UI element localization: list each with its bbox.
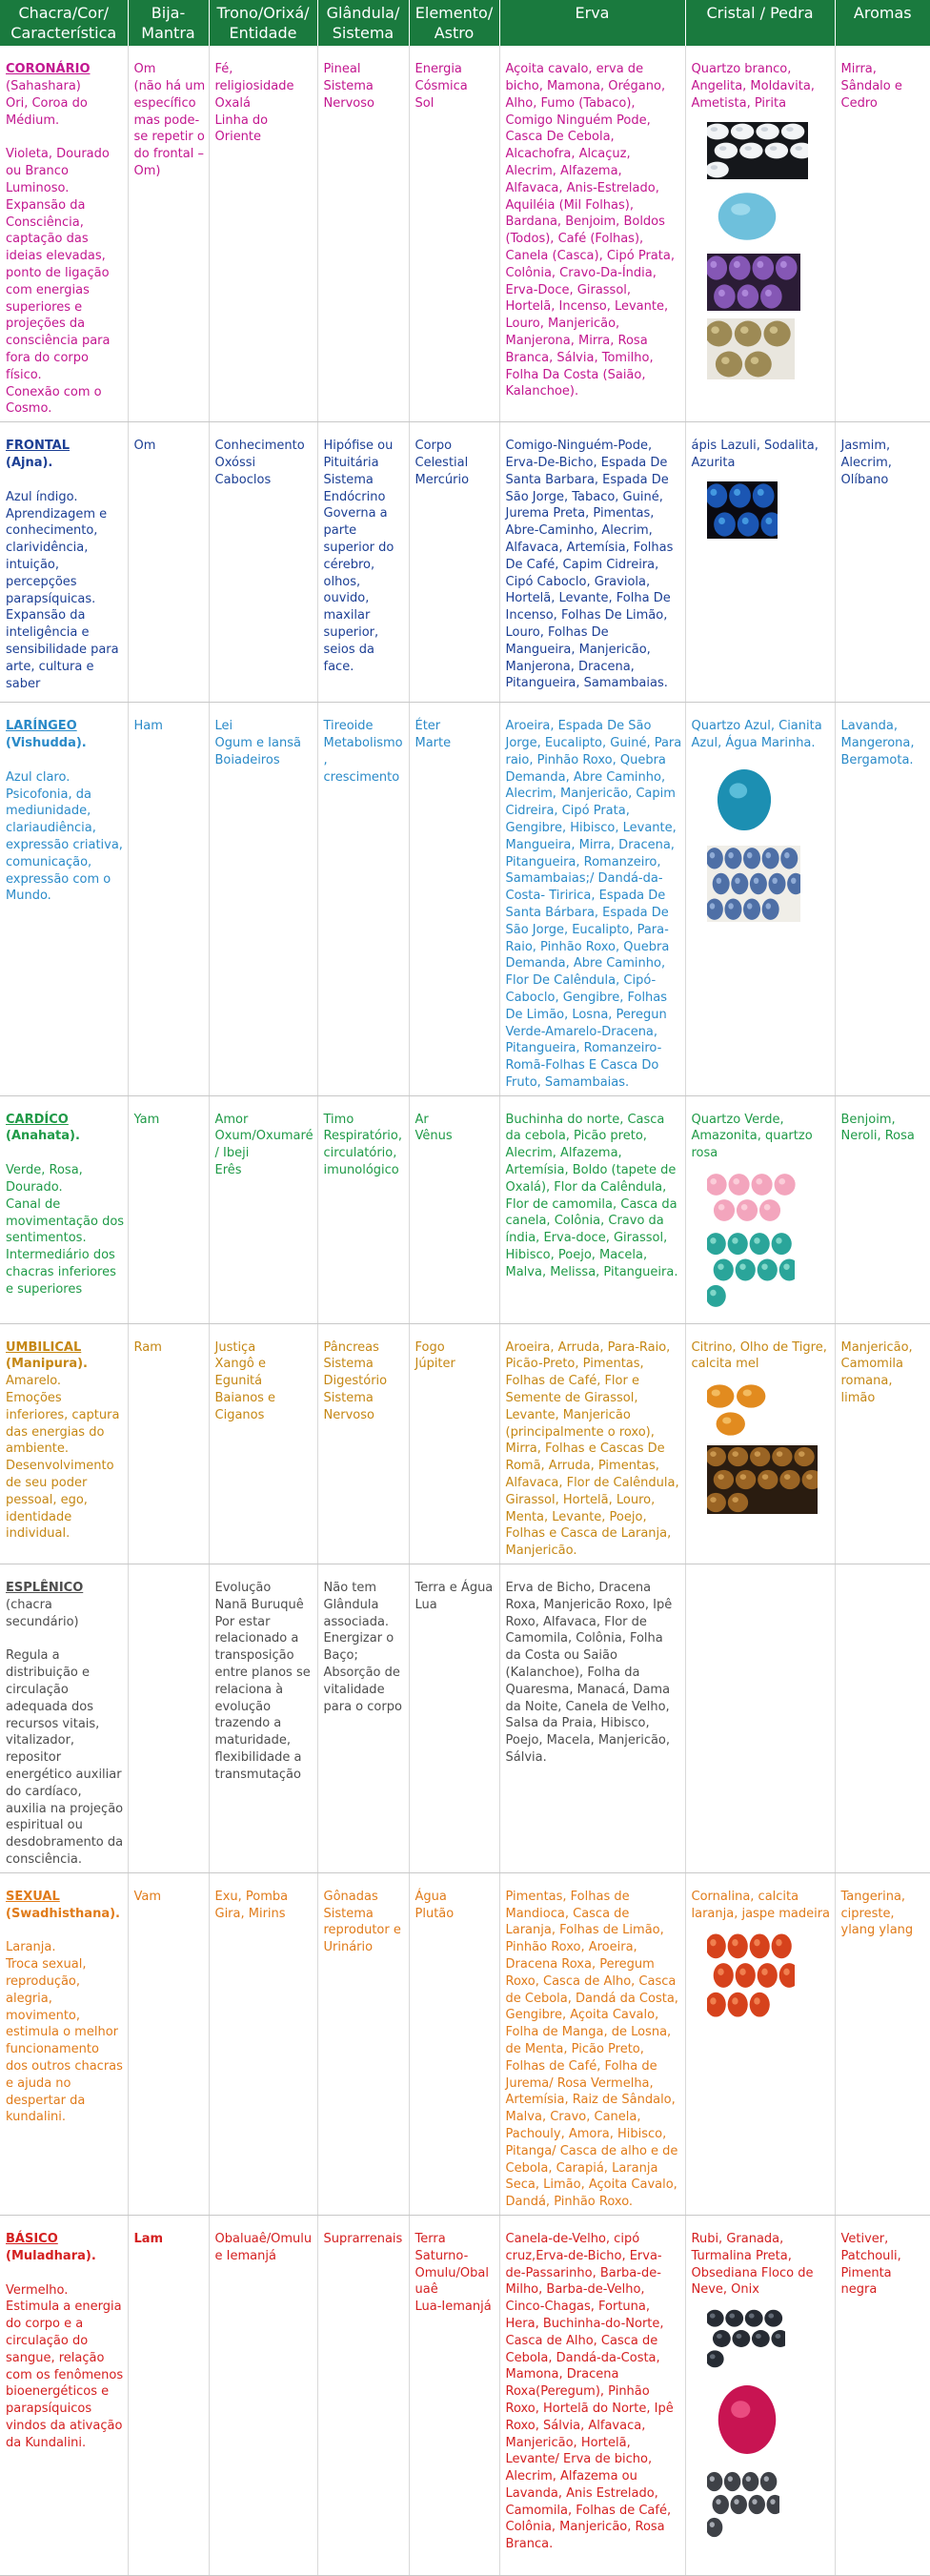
trono-line: Oxum/Oxumaré/ Ibeji (214, 1129, 313, 1161)
carnelian-photo (707, 1932, 795, 2019)
cell-chacra (0, 703, 128, 1096)
chacra-line: Expansão da inteligência e sensibilidade para arte, cultura e saber (6, 608, 119, 691)
mantra-line: Lam (133, 2231, 164, 2246)
cell-erva (499, 46, 685, 421)
cell-erva (499, 422, 685, 703)
spacer (6, 752, 125, 769)
cell-mantra (128, 1872, 209, 2215)
aromas-text: Mirra, Sândalo e Cedro (840, 62, 902, 111)
chacra-name: LARÍNGEO (6, 719, 77, 734)
elemento-line: Terra Saturno-Omulu/Obaluaê (414, 2231, 489, 2298)
cell-erva (499, 1872, 685, 2215)
stone-photos (692, 122, 832, 379)
cell-chacra (0, 1323, 128, 1564)
spacer (6, 1630, 125, 1647)
lapis-lazuli-photo (707, 481, 778, 539)
table-body (0, 46, 930, 2575)
trono-line: Xangô e Egunitá (214, 1357, 266, 1389)
header-trono: Trono/Orixá/ Entidade (209, 0, 317, 46)
cell-glandula (317, 46, 409, 421)
erva-text: Aroeira, Espada De São Jorge, Eucalipto, Guiné, Para raio, Pinhão Roxo, Quebra Demanda, Abre Caminho, Alecrim, Manjericão, Capim Cidreira, Cipó Prata, Gengibre, Hibisco, Levante, Mangueira, Mirra, Dracena, Pitangueira, Romanzeiro, Samambaias;/ Dandá-da-Costa- Tiririca, Espada De Santa Bárbara, Espada De São Jorge, Eucalipto, Para-Raio, Pinhão Roxo, Quebra Demanda, Abre Caminho, Flor De Calêndula, Cipó-Caboclo, Gengibre, Folhas De Limão, Losna, Peregun Verde-Amarelo-Dracena, Pitangueira, Romanzeiro- Romã-Folhas E Casca Do Fruto, Samambaias. (505, 719, 682, 1090)
stone-photos (692, 481, 832, 539)
cristal-text: Rubi, Granada, Turmalina Preta, Obsediana Floco de Neve, Onix (691, 2231, 814, 2298)
cell-aromas (835, 2215, 930, 2575)
row-cardiaco (0, 1095, 930, 1323)
header-cristal: Cristal / Pedra (685, 0, 835, 46)
cell-chacra (0, 1095, 128, 1323)
mantra-line: Yam (133, 1112, 160, 1127)
cell-chacra (0, 2215, 128, 2575)
chacra-line: (Sahashara) (6, 79, 81, 94)
elemento-line: Fogo (414, 1339, 445, 1355)
glandula-line: Metabolismo, crescimento (323, 735, 403, 785)
cell-cristal (685, 703, 835, 1096)
aromas-text: Benjoim, Neroli, Rosa (840, 1112, 915, 1144)
elemento-line: Energia Cósmica (414, 62, 468, 94)
cell-trono (209, 1564, 317, 1873)
trono-line: Evolução (214, 1581, 272, 1596)
erva-text: Aroeira, Arruda, Para-Raio, Picão-Preto, Pimentas, Folhas de Café, Flor e Semente de Girassol, Levante, Manjericão (principalmente o roxo), Mirra, Folhas e Cascas De Romã, Arruda, Pimentas, Alfavaca, Flor de Calêndula, Girassol, Hortelã, Louro, Menta, Levante, Poejo, Folhas e Casca de Laranja, Manjericão. (505, 1339, 679, 1559)
cell-trono (209, 1323, 317, 1564)
trono-line: Amor (214, 1112, 249, 1127)
chacra-name: CARDÍCO (6, 1112, 69, 1127)
chacra-line: (Swadhisthana). (6, 1906, 120, 1921)
cell-mantra (128, 422, 209, 703)
ruby-photo (707, 2377, 787, 2463)
chacra-line: Intermediário dos chacras inferiores e superiores (6, 1248, 116, 1297)
cell-elemento (409, 1872, 499, 2215)
header-mantra: Bija- Mantra (128, 0, 209, 46)
cell-aromas (835, 1323, 930, 1564)
cell-cristal (685, 1323, 835, 1564)
glandula-line: Hipófise ou Pituitária (323, 439, 394, 470)
snowflake-obsidian-photo (707, 2470, 779, 2539)
cell-erva (499, 2215, 685, 2575)
header-row (0, 0, 930, 46)
cell-trono (209, 2215, 317, 2575)
chacra-name: BÁSICO (6, 2231, 58, 2246)
glandula-line: Timo (323, 1112, 354, 1127)
aromas-text: Tangerina, cipreste, ylang ylang (840, 1889, 914, 1938)
elemento-line: Terra e Água (414, 1581, 494, 1596)
chacra-line: Emoções inferiores, captura das energias do ambiente. (6, 1391, 120, 1457)
chacra-name: SEXUAL (6, 1889, 60, 1904)
cristal-text: Citrino, Olho de Tigre, calcita mel (691, 1339, 827, 1372)
cell-glandula (317, 703, 409, 1096)
cell-elemento (409, 1095, 499, 1323)
cell-glandula (317, 1564, 409, 1873)
chacra-line: Psicofonia, da mediunidade, clariaudiência, expressão criativa, comunicação, expressão com o Mundo. (6, 787, 123, 904)
chacra-line: Azul índigo. (6, 489, 78, 504)
mantra-line: (não há um específico mas pode-se repetir o do frontal – Om) (133, 79, 206, 178)
elemento-line: Plutão (414, 1906, 455, 1921)
cell-mantra (128, 703, 209, 1096)
cell-mantra (128, 1095, 209, 1323)
erva-text: Canela-de-Velho, cipó cruz,Erva-de-Bicho, Erva-de-Passarinho, Barba-de-Milho, Barba-de-Velho, Cinco-Chagas, Fortuna, Hera, Buchinha-do-Norte, Casca de Alho, Casca de Cebola, Dandá-da-Costa, Mamona, Dracena Roxa(Peregum), Pinhão Roxo, Hortelã do Norte, Ipê Roxo, Sálvia, Alfavaca, Manjericão, Hortelã, Levante/ Erva de bicho, Alecrim, Alfazema ou Lavanda, Anis Estrelado, Camomila, Folhas de Café, Colônia, Manjericão, Rosa Branca. (505, 2231, 674, 2552)
mantra-line: Ram (133, 1339, 162, 1355)
cell-elemento (409, 46, 499, 421)
stone-photos (692, 1932, 832, 2019)
row-umbilical (0, 1323, 930, 1564)
chacra-name: ESPLÊNICO (6, 1581, 84, 1596)
trono-line: Linha do Oriente (214, 112, 269, 145)
glandula-line: Sistema Endócrino (323, 472, 386, 504)
cell-mantra (128, 46, 209, 421)
cell-aromas (835, 703, 930, 1096)
chacra-line: (Vishudda). (6, 735, 87, 750)
cristal-text: Quartzo Verde, Amazonita, quartzo rosa (691, 1112, 813, 1161)
black-tourmaline-photo (707, 2308, 785, 2369)
spacer (6, 472, 125, 489)
chacra-name: UMBILICAL (6, 1339, 82, 1355)
elemento-line: Júpiter (414, 1357, 455, 1372)
spacer (6, 1145, 125, 1162)
cell-aromas (835, 46, 930, 421)
row-laringeo (0, 703, 930, 1096)
stone-photos (692, 1382, 832, 1514)
cell-aromas (835, 1095, 930, 1323)
elemento-line: Sol (414, 95, 435, 111)
amethyst-photo (707, 254, 800, 311)
cell-mantra (128, 2215, 209, 2575)
cell-erva (499, 1095, 685, 1323)
cell-glandula (317, 1872, 409, 2215)
trono-line: Boiadeiros (214, 752, 280, 767)
amazonite-photo (707, 1231, 795, 1309)
spacer (6, 1922, 125, 1939)
chacra-name: FRONTAL (6, 439, 71, 454)
cell-aromas (835, 422, 930, 703)
cristal-text: Quartzo Azul, Cianita Azul, Água Marinha. (691, 719, 822, 750)
row-frontal (0, 422, 930, 703)
cell-trono (209, 1095, 317, 1323)
cristal-text: ápis Lazuli, Sodalita, Azurita (691, 439, 819, 470)
cell-erva (499, 1323, 685, 1564)
trono-line: Justiça (214, 1339, 256, 1355)
row-basico (0, 2215, 930, 2575)
cell-cristal (685, 1095, 835, 1323)
elemento-line: Lua-Iemanjá (414, 2300, 492, 2315)
chacra-line: Conexão com o Cosmo. (6, 384, 102, 417)
header-chacra: Chacra/Cor/ Característica (0, 0, 128, 46)
aromas-text: Manjericão, Camomila romana, limão (840, 1339, 913, 1406)
chacra-line: Violeta, Dourado ou Branco Luminoso. (6, 147, 110, 195)
cristal-text: Quartzo branco, Angelita, Moldavita, Ametista, Pirita (691, 62, 815, 111)
white-quartz-photo (707, 122, 808, 179)
elemento-line: Ar (414, 1112, 429, 1127)
spacer (6, 129, 125, 146)
chacra-line: (Ajna). (6, 455, 53, 470)
glandula-line: Pâncreas (323, 1339, 379, 1355)
cell-chacra (0, 1872, 128, 2215)
trono-line: Ogum e Iansã (214, 735, 301, 750)
pyrite-photo (707, 318, 795, 379)
cell-elemento (409, 1564, 499, 1873)
trono-line: Conhecimento (214, 439, 305, 454)
kyanite-photo (707, 846, 800, 922)
tigers-eye-photo (707, 1445, 818, 1514)
chacra-name: CORONÁRIO (6, 62, 91, 77)
trono-line: Erês (214, 1163, 242, 1178)
glandula-line: Sistema Nervoso (323, 1391, 374, 1422)
cell-mantra (128, 1564, 209, 1873)
aromas-text: Lavanda, Mangerona, Bergamota. (840, 719, 915, 767)
cristal-text: Cornalina, calcita laranja, jaspe madeira (691, 1889, 831, 1921)
header-elemento: Elemento/ Astro (409, 0, 499, 46)
cell-chacra (0, 1564, 128, 1873)
cell-cristal (685, 1564, 835, 1873)
cell-cristal (685, 2215, 835, 2575)
chacra-line: Expansão da Consciência, captação das ideias elevadas, ponto de ligação com energias superiores e projeções da consciência para fora do corpo físico. (6, 197, 111, 382)
cell-cristal (685, 1872, 835, 2215)
header-erva: Erva (499, 0, 685, 46)
cell-glandula (317, 422, 409, 703)
chacra-line: (Anahata). (6, 1129, 80, 1144)
cell-trono (209, 703, 317, 1096)
row-sexual (0, 1872, 930, 2215)
trono-line: Lei (214, 719, 233, 734)
aromas-text: Vetiver, Patchouli, Pimenta negra (840, 2231, 901, 2298)
glandula-line: Respiratório, circulatório, imunológico (323, 1129, 402, 1178)
chacra-line: Regula a distribuição e circulação adequada dos recursos vitais, vitalizador, repositor energético auxiliar do cardíaco, auxilia na projeção espiritual ou desdobramento da consciência. (6, 1648, 124, 1867)
cell-glandula (317, 1095, 409, 1323)
cell-erva (499, 1564, 685, 1873)
erva-text: Comigo-Ninguém-Pode, Erva-De-Bicho, Espada De Santa Barbara, Espada De São Jorge, Tabaco, Guiné, Jurema Preta, Pimentas, Abre-Caminho, Alecrim, Alfavaca, Artemísia, Folhas De Café, Capim Cidreira, Cipó Caboclo, Graviola, Hortelã, Levante, Folha De Incenso, Folhas De Limão, Louro, Folhas De Mangueira, Manjericão, Manjerona, Dracena, Pitangueira, Samambaias. (505, 439, 674, 691)
chacra-line: Canal de movimentação dos sentimentos. (6, 1196, 125, 1246)
chacra-line: Estimula a energia do corpo e a circulação do sangue, relação com os fenômenos bioenergéticos e parapsíquicos vindos da ativação da Kundalini. (6, 2300, 124, 2450)
cell-elemento (409, 1323, 499, 1564)
glandula-line: Tireoide (323, 719, 374, 734)
row-esplenico (0, 1564, 930, 1873)
cell-elemento (409, 422, 499, 703)
glandula-line: Não tem Glândula associada. (323, 1581, 390, 1629)
stone-photos (692, 2308, 832, 2539)
mantra-line: Om (133, 62, 156, 77)
cell-glandula (317, 1323, 409, 1564)
chacra-line: Ori, Coroa do Médium. (6, 95, 88, 128)
cell-mantra (128, 1323, 209, 1564)
glandula-line: Sistema reprodutor e Urinário (323, 1906, 401, 1955)
trono-line: Baianos e Ciganos (214, 1391, 276, 1422)
mantra-line: Om (133, 439, 156, 454)
glandula-line: Sistema Nervoso (323, 79, 374, 111)
citrine-photo (707, 1382, 770, 1438)
chacra-line: Aprendizagem e conhecimento, clarividência, intuição, percepções parapsíquicas. (6, 506, 108, 606)
elemento-line: Lua (414, 1597, 437, 1612)
cell-trono (209, 46, 317, 421)
chacra-line: Desenvolvimento de seu poder pessoal, ego, identidade individual. (6, 1459, 114, 1542)
cell-chacra (0, 422, 128, 703)
trono-line: Fé, religiosidade (214, 62, 294, 94)
stone-photos (692, 762, 832, 922)
elemento-line: Corpo Celestial (414, 439, 469, 470)
glandula-line: Sistema Digestório (323, 1357, 388, 1389)
trono-line: Por estar relacionado a transposição entre planos se relaciona à evolução trazendo a maturidade, flexibilidade a transmutação (214, 1614, 311, 1782)
chacra-line: (Manipura). (6, 1357, 88, 1372)
mantra-line: Ham (133, 719, 163, 734)
cell-elemento (409, 2215, 499, 2575)
elemento-line: Vênus (414, 1129, 453, 1144)
mantra-line: Vam (133, 1889, 162, 1904)
glandula-line: Pineal (323, 62, 361, 77)
glandula-line: Governa a parte superior do cérebro, olhos, ouvido, maxilar superior, seios da face. (323, 506, 394, 674)
erva-text: Buchinha do norte, Casca da cebola, Picão preto, Alecrim, Alfazema, Artemísia, Boldo (tapete de Oxalá), Flor da Calêndula, Flor de camomila, Casca da canela, Colônia, Cravo da índia, Erva-doce, Girassol, Hibisco, Poejo, Macela, Malva, Melissa, Pitangueira. (505, 1112, 678, 1279)
cell-erva (499, 703, 685, 1096)
erva-text: Pimentas, Folhas de Mandioca, Casca de Laranja, Folhas de Limão, Pinhão Roxo, Aroeira, Dracena Roxa, Peregum Roxo, Casca de Alho, Casca de Cebola, Dandá da Costa, Gengibre, Açoita Cavalo, Folha de Manga, de Losna, de Menta, Picão Preto, Folhas de Café, Folha de Jurema/ Rosa Vermelha, Artemísia, Raiz de Sândalo, Malva, Cravo, Canela, Pachouly, Amora, Hibisco, Pitanga/ Casca de alho e de Cebola, Carapiá, Laranja Seca, Limão, Açoita Cavalo, Dandá, Pinhão Roxo. (505, 1889, 678, 2210)
elemento-line: Mercúrio (414, 472, 470, 487)
trono-line: Oxalá (214, 95, 251, 111)
cell-chacra (0, 46, 128, 421)
elemento-line: Água (414, 1889, 447, 1904)
stone-photos (692, 1172, 832, 1309)
blue-quartz-photo (707, 762, 781, 838)
spacer (6, 2265, 125, 2282)
trono-line: Exu, Pomba Gira, Mirins (214, 1889, 289, 1921)
erva-text: Açoita cavalo, erva de bicho, Mamona, Orégano, Alho, Fumo (Tabaco), Comigo Ninguém Pode, Casca De Cebola, Alcachofra, Alcaçuz, Alecrim, Alfazema, Alfavaca, Anis-Estrelado, Aquiléia (Mil Folhas), Bardana, Benjoim, Boldos (Todos), Café (Folhas), Canela (Casca), Cipó Prata, Colônia, Cravo-Da-Índia, Erva-Doce, Girassol, Hortelã, Incenso, Levante, Louro, Manjericão, Manjerona, Mirra, Rosa Branca, Sálvia, Tomilho, Folha Da Costa (Saião, Kalanchoe). (505, 62, 675, 399)
row-coronario (0, 46, 930, 421)
trono-line: Oxóssi (214, 455, 256, 470)
glandula-line: Absorção de vitalidade para o corpo (323, 1666, 402, 1714)
header-aromas: Aromas (835, 0, 930, 46)
chacra-line: Troca sexual, reprodução, alegria, movimento, estimula o melhor funcionamento dos outros chacras e ajuda no despertar da kundalini. (6, 1957, 123, 2125)
cell-glandula (317, 2215, 409, 2575)
elemento-line: Éter (414, 719, 441, 734)
chacra-line: (Muladhara). (6, 2248, 96, 2263)
cell-aromas (835, 1564, 930, 1873)
erva-text: Erva de Bicho, Dracena Roxa, Manjericão Roxo, Ipê Roxo, Alfavaca, Flor de Camomila, Colônia, Folha da Costa ou Saião (Kalanchoe), Folha da Quaresma, Manacá, Dama da Noite, Canela de Velho, Salsa da Praia, Hibisco, Poejo, Macela, Manjericão, Sálvia. (505, 1581, 673, 1766)
cell-trono (209, 1872, 317, 2215)
rose-quartz-photo (707, 1172, 799, 1223)
trono-line: Obaluaê/Omulu e Iemanjá (214, 2231, 313, 2263)
aromas-text: Jasmim, Alecrim, Olíbano (840, 439, 892, 487)
cell-cristal (685, 422, 835, 703)
glandula-line: Gônadas (323, 1889, 378, 1904)
elemento-line: Marte (414, 735, 452, 750)
cell-aromas (835, 1872, 930, 2215)
chacra-line: Laranja. (6, 1940, 56, 1955)
cell-elemento (409, 703, 499, 1096)
glandula-line: Suprarrenais (323, 2231, 403, 2246)
cell-trono (209, 422, 317, 703)
cell-cristal (685, 46, 835, 421)
chacra-line: (chacra secundário) (6, 1597, 79, 1629)
chacra-line: Azul claro. (6, 769, 71, 785)
trono-line: Nanã Buruquê (214, 1597, 304, 1612)
chacra-line: Vermelho. (6, 2282, 69, 2298)
angelite-photo (707, 187, 787, 246)
glandula-line: Energizar o Baço; (323, 1631, 394, 1664)
chacra-line: Verde, Rosa, Dourado. (6, 1163, 83, 1196)
chacra-line: Amarelo. (6, 1374, 62, 1389)
trono-line: Caboclos (214, 472, 272, 487)
header-glandula: Glândula/ Sistema (317, 0, 409, 46)
